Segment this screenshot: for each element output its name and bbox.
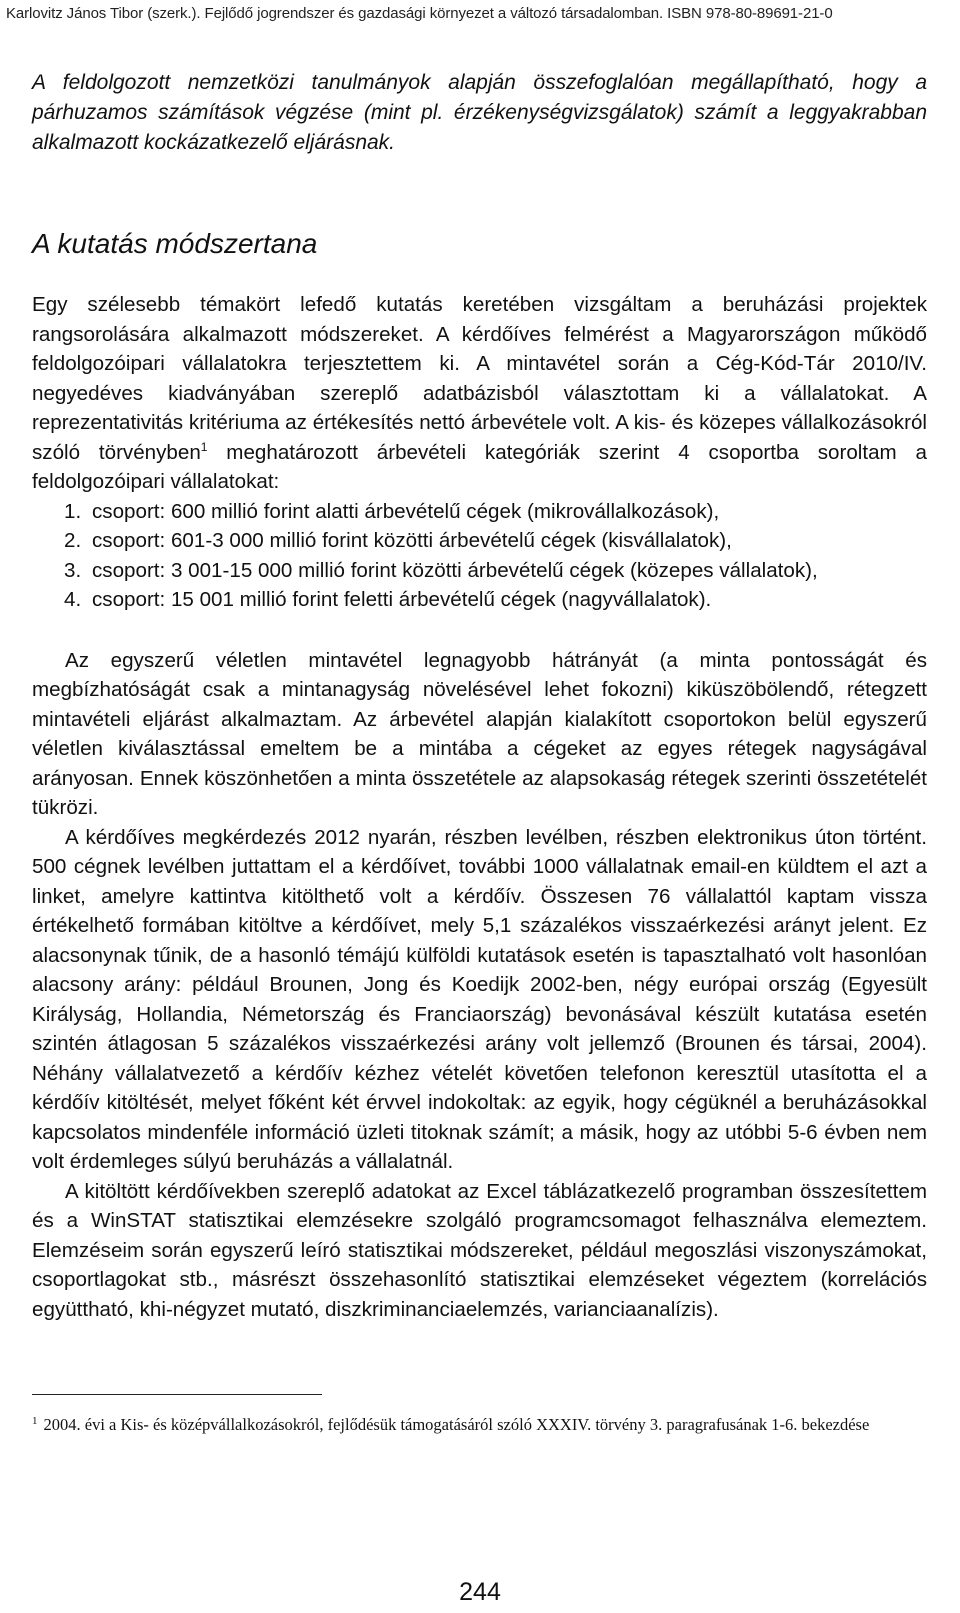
list-item-text: csoport: 15 001 millió forint feletti árbevételű cégek (nagyvállalatok). xyxy=(92,588,712,611)
body-paragraph-survey: A kérdőíves megkérdezés 2012 nyarán, részben levélben, részben elektronikus úton történt. 500 cégnek levélben juttattam el a kérdőívet, további 1000 vállalatnak email-en küldtem el azt a linket, amelyre kattintva kitölthető volt a kérdőív. Összesen 76 vállalattól kaptam vissza értékelhető formában kitöltve a kérdőívet, mely 5,1 százalékos visszaérkezési arányt jelent. Ez alacsonynak tűnik, de a hasonló témájú külföldi kutatások esetén is tapasztalható volt hasonlóan alacsony arány: például Brounen, Jong és Koedijk 2002-ben, négy európai ország (Egyesült Királyság, Hollandia, Németország és Franciaország) bevonásával készült kutatása esetén szintén átlagosan 5 százalékos visszaérkezési arány volt jellemző (Brounen és társai, 2004). Néhány vállalatvezető a kérdőív kézhez vételét követően telefonon keresztül utasította el a kérdőív kitöltését, melyet főként két érvvel indokoltak: az egyik, hogy cégüknél a beruházásokkal kapcsolatos mindenféle információ üzleti titoknak számít; a másik, hogy az utóbbi 5-6 évben nem volt érdemleges súlyú beruházás a vállalatnál. xyxy=(32,825,927,1173)
list-item xyxy=(64,585,927,615)
spacer xyxy=(32,615,927,646)
list-item xyxy=(64,526,927,556)
summary-paragraph: A feldolgozott nemzetközi tanulmányok alapján összefoglalóan megállapítható, hogy a párhuzamos számítások végzése (mint pl. érzékenységvizsgálatok) számít a leggyakrabban alkalmazott kockázatkezelő eljárásnak. xyxy=(32,71,927,154)
intro-paragraph xyxy=(32,290,927,497)
footnote xyxy=(32,1412,922,1437)
intro-text-before-note: Egy szélesebb témakört lefedő kutatás keretében vizsgáltam a beruházási projektek rangsorolására alkalmazott módszereket. A kérdőíves felmérést a Magyarországon működő feldolgozóipari vállalatokra terjesztettem ki. A mintavétel során a Cég-Kód-Tár 2010/IV. negyedéves kiadványában szereplő adatbázisból választottam ki a vállalatokat. A reprezentativitás kritériuma az értékesítés nettó árbevétele volt. A kis- és közepes vállalkozásokról szóló törvényben xyxy=(32,293,927,464)
list-item-number: 2. xyxy=(64,529,82,552)
main-content xyxy=(32,68,927,1324)
list-item-number: 4. xyxy=(64,588,82,611)
footnote-mark: 1 xyxy=(32,1414,38,1427)
list-item xyxy=(64,556,927,586)
footnote-text: 2004. évi a Kis- és középvállalkozásokról, fejlődésük támogatásáról szóló XXXIV. törvény 3. paragrafusának 1-6. bekezdése xyxy=(43,1415,870,1434)
footnote-reference[interactable]: 1 xyxy=(200,439,208,454)
list-item-number: 1. xyxy=(64,499,82,523)
list-item-text: csoport: 601-3 000 millió forint közötti árbevételű cégek (kisvállalatok), xyxy=(92,529,732,552)
running-header: Karlovitz János Tibor (szerk.). Fejlődő jogrendszer és gazdasági környezet a változó társadalomban. ISBN 978-80-89691-21-0 xyxy=(6,5,833,22)
list-item-text: csoport: 600 millió forint alatti árbevételű cégek (mikrovállalkozások), xyxy=(92,499,720,523)
list-item-number: 3. xyxy=(64,558,82,582)
footnote-separator xyxy=(32,1394,322,1395)
list-item-text: csoport: 3 001-15 000 millió forint közötti árbevételű cégek (közepes vállalatok), xyxy=(92,558,818,582)
body-paragraph-analysis: A kitöltött kérdőívekben szereplő adatokat az Excel táblázatkezelő programban összesítettem és a WinSTAT statisztikai elemzésekre szolgáló programcsomagot felhasználva elemeztem. Elemzéseim során egyszerű leíró statisztikai módszereket, például megoszlási viszonyszámokat, csoportlagokat stb., másrészt összehasonlító statisztikai elemzéseket végeztem (korrelációs együttható, khi-négyzet mutató, diszkriminanciaelemzés, varianciaanalízis). xyxy=(32,1179,927,1321)
section-title: A kutatás módszertana xyxy=(32,228,318,259)
list-item xyxy=(64,497,927,527)
body-paragraph-sampling: Az egyszerű véletlen mintavétel legnagyobb hátrányát (a minta pontosságát és megbízhatóságát csak a mintanagyság növelésével lehet fokozni) kiküszöbölendő, rétegzett mintavételi eljárást alkalmaztam. Az árbevétel alapján kialakított csoportokon belül egyszerű véletlen kiválasztással emeltem be a mintába a cégeket az egyes rétegek nagyságával arányosan. Ennek köszönhetően a minta összetétele az alapsokaság rétegek szerinti összetételét tükrözi. xyxy=(32,648,927,819)
group-list xyxy=(32,497,927,615)
intro-text-after-note: meghatározott árbevételi kategóriák szerint 4 csoportba soroltam a feldolgozóipari vállalatokat: xyxy=(32,440,927,493)
page-number: 244 xyxy=(459,1578,501,1606)
